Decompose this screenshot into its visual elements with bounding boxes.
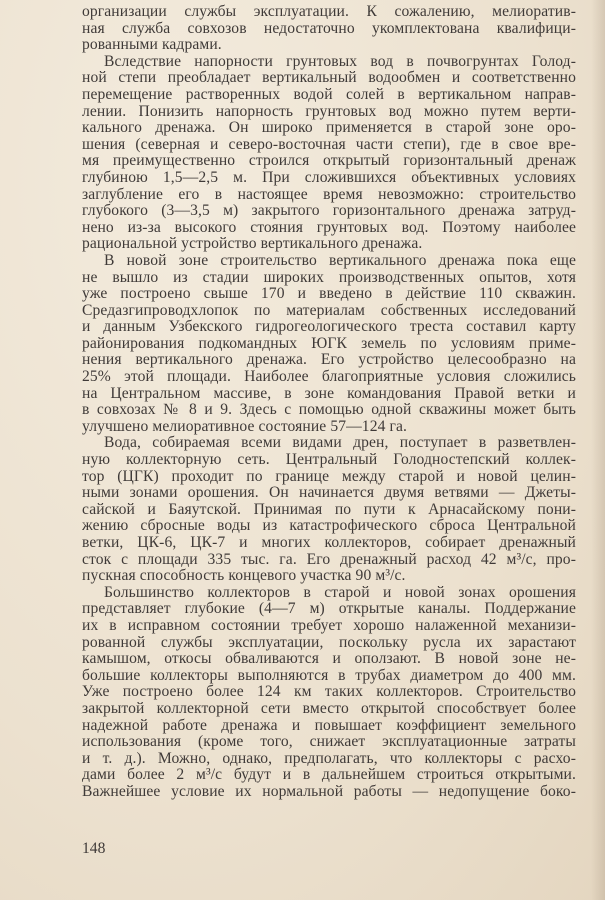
- text-line: сайской и Баяутской. Принимая по пути к Арнасайскому пони-: [82, 501, 576, 518]
- text-line: 25% этой площади. Наиболее благоприятные условия сложились: [82, 369, 576, 386]
- text-line: ная служба совхозов недостаточно укомплектована квалифици-: [82, 20, 576, 37]
- text-line: сток с площади 335 тыс. га. Его дренажный расход 42 м³/с, про-: [82, 551, 576, 568]
- text-line: Вода, собираемая всеми видами дрен, поступает в разветвлен-: [104, 435, 576, 452]
- text-line: Важнейшее условие их нормальной работы — недопущение боко-: [82, 783, 576, 800]
- text-line: ветки, ЦК-6, ЦК-7 и многих коллекторов, собирает дренажный: [82, 535, 576, 551]
- text-line: перемещение растворенных водой солей в вертикальном направ-: [82, 86, 576, 103]
- text-line: глубиною 1,5—2,5 м. При сложившихся объективных условиях: [82, 169, 576, 186]
- text-line: ную коллекторную сеть. Центральный Голодностепский коллек-: [82, 452, 576, 469]
- text-line: большие коллекторы выполняются в трубах диаметром до 400 мм.: [82, 667, 576, 684]
- text-line: Уже построено более 124 км таких коллекторов. Строительство: [82, 684, 576, 701]
- text-line: камышом, откосы обваливаются и оползают. В новой зоне не-: [82, 651, 576, 668]
- text-line: тор (ЦГК) проходит по границе между старой и новой целин-: [82, 468, 576, 485]
- text-line: рациональной устройство вертикального дренажа.: [82, 236, 423, 253]
- text-line: заглубление его в настоящее время невозможно: строительство: [82, 186, 576, 203]
- text-line: жению сбросные воды из катастрофического сброса Центральной: [82, 518, 576, 535]
- text-line: Средазгипроводхлопок по материалам собственных исследований: [82, 302, 576, 319]
- text-line: и данным Узбекского гидрогеологического треста составил карту: [82, 319, 576, 336]
- text-line: ными зонами орошения. Он начинается двумя ветвями — Джеты-: [82, 485, 576, 502]
- paragraph: [82, 4, 576, 54]
- text-line: лении. Понизить напорность грунтовых вод можно путем верти-: [82, 103, 576, 120]
- text-line: нено из-за высокого стояния грунтовых вод. Поэтому наиболее: [82, 219, 576, 236]
- text-line: их в исправном состоянии требует хорошо налаженной механизи-: [82, 617, 576, 634]
- text-line: глубокого (3—3,5 м) закрытого горизонтального дренажа затруд-: [82, 203, 576, 220]
- text-line: пускная способность концевого участка 90 м³/с.: [82, 568, 406, 585]
- text-line: уже построено свыше 170 и введено в действие 110 скважин.: [82, 286, 576, 303]
- paragraph: [82, 253, 576, 436]
- text-line: не вышло из стадии широких производственных опытов, хотя: [82, 269, 576, 286]
- body-text: [82, 4, 576, 801]
- text-line: районирования подкомандных ЮГК земель по условиям приме-: [82, 335, 576, 352]
- text-line: ной степи преобладает вертикальный водообмен и соответственно: [82, 70, 576, 87]
- text-line: дами более 2 м³/с будут и в дальнейшем строиться открытыми.: [82, 767, 576, 784]
- paragraph: [82, 54, 576, 253]
- text-line: шения (северная и северо-восточная части степи), где в свое вре-: [82, 136, 576, 153]
- text-line: организации службы эксплуатации. К сожалению, мелиоратив-: [82, 4, 576, 20]
- text-line: Большинство коллекторов в старой и новой зонах орошения: [104, 584, 576, 601]
- text-line: нения вертикального дренажа. Его устройство целесообразно на: [82, 352, 576, 369]
- text-line: в совхозах № 8 и 9. Здесь с помощью одной скважины может быть: [82, 402, 576, 419]
- text-line: закрытой коллекторной сети вместо открытой способствует более: [82, 700, 576, 717]
- text-line: мя преимущественно строился открытый горизонтальный дренаж: [82, 153, 576, 170]
- paragraph: [82, 585, 576, 801]
- text-line: использования (кроме того, снижает эксплуатационные затраты: [82, 734, 576, 751]
- text-line: улучшено мелиоративное состояние 57—124 га.: [82, 418, 408, 435]
- text-line: рованными кадрами.: [82, 37, 222, 54]
- text-line: рованной службы эксплуатации, поскольку русла их зарастают: [82, 634, 576, 651]
- text-line: В новой зоне строительство вертикального дренажа пока еще: [104, 252, 576, 269]
- text-line: надежной работе дренажа и повышает коэффициент земельного: [82, 717, 576, 734]
- text-line: кального дренажа. Он широко применяется в старой зоне оро-: [82, 120, 576, 137]
- paragraph: [82, 435, 576, 584]
- text-line: Вследствие напорности грунтовых вод в почвогрунтах Голод-: [104, 53, 576, 70]
- page-edge-shadow: [591, 0, 605, 900]
- text-line: на Центральном массиве, в зоне командования Правой ветки и: [82, 385, 576, 402]
- page-number: 148: [82, 840, 106, 857]
- text-line: и т. д.). Можно, однако, предполагать, что коллекторы с расхо-: [82, 750, 576, 767]
- text-line: представляет глубокие (4—7 м) открытые каналы. Поддержание: [82, 601, 576, 618]
